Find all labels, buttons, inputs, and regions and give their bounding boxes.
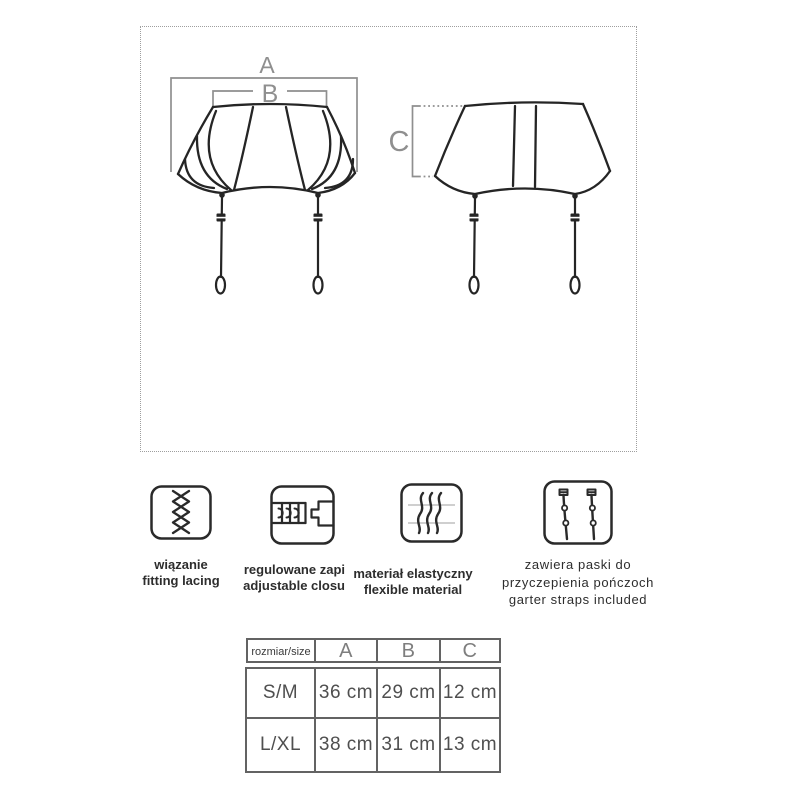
back-hem <box>435 171 610 194</box>
row-sm-a: 36 cm <box>316 669 378 719</box>
lacing-icon <box>150 485 212 540</box>
feature-label-line: regulowane zapi <box>243 562 345 577</box>
feature-label-flexible <box>343 566 483 598</box>
front-seam-right <box>286 107 305 190</box>
garter-straps-icon <box>543 480 613 545</box>
front-fan-right-1 <box>308 111 330 190</box>
measure-brackets <box>171 78 465 177</box>
front-fan-left-1 <box>209 111 231 190</box>
row-lxl-b: 31 cm <box>378 719 441 771</box>
row-sm-size: S/M <box>247 669 316 719</box>
front-adjuster-left-slit <box>217 217 226 219</box>
feature-label-line: materiał elastyczny <box>353 566 473 581</box>
row-lxl-a: 38 cm <box>316 719 378 771</box>
back-right-edge <box>583 104 610 171</box>
back-attach-dot-right <box>572 193 578 199</box>
back-attach-dot-left <box>472 193 478 199</box>
front-strap-hardware <box>217 192 323 221</box>
front-seam-left <box>234 107 253 190</box>
measure-c-label: C <box>388 126 410 158</box>
back-clip-loop-right <box>571 277 580 294</box>
header-cell-a: A <box>316 640 378 663</box>
back-clip-loop-left <box>470 277 479 294</box>
feature-label-line: adjustable closu <box>243 578 345 593</box>
front-attach-dot-left <box>219 192 225 198</box>
front-strap-left <box>221 197 222 277</box>
back-center-seam-right <box>535 106 536 187</box>
size-table-body <box>245 667 501 773</box>
size-table-header <box>246 638 501 663</box>
back-strap-left <box>474 198 475 277</box>
front-hem <box>178 173 355 193</box>
size-diagram <box>140 26 637 452</box>
front-fan-right-3 <box>325 159 353 188</box>
measure-a-label: A <box>259 52 275 78</box>
header-cell-size: rozmiar/size <box>248 640 316 663</box>
row-sm-b: 29 cm <box>378 669 441 719</box>
front-clip-loop-right <box>314 277 323 294</box>
feature-label-line: wiązanie <box>154 557 208 572</box>
feature-label-closure <box>215 562 345 594</box>
header-cell-c: C <box>462 640 478 662</box>
back-view-drawing <box>435 102 610 293</box>
front-clip-loop-left <box>216 277 225 294</box>
back-top-edge <box>465 102 583 106</box>
feature-label-line: fitting lacing <box>142 573 220 588</box>
row-lxl-c: 13 cm <box>442 734 498 755</box>
row-lxl-size: L/XL <box>247 719 316 771</box>
measure-c-bracket <box>413 106 420 177</box>
feature-label-line: przyczepienia pończoch <box>502 574 654 590</box>
adjustable-closure-icon <box>270 485 335 545</box>
back-left-edge <box>435 106 465 176</box>
flexible-material-icon <box>400 483 463 543</box>
back-adjuster-left-slit <box>470 217 479 219</box>
feature-label-line: garter straps included <box>508 592 648 607</box>
back-adjuster-right-slit <box>571 217 580 219</box>
front-view-drawing <box>178 104 355 294</box>
row-sm-c: 12 cm <box>441 669 499 719</box>
front-adjuster-right-slit <box>314 217 323 219</box>
back-center-seam-left <box>513 106 515 186</box>
feature-label-garter-straps <box>493 556 663 609</box>
header-cell-b: B <box>378 640 441 663</box>
back-strap-hardware <box>470 193 580 221</box>
measure-b-label: B <box>261 80 279 108</box>
front-attach-dot-right <box>315 192 321 198</box>
feature-label-line: zawiera paski do <box>524 557 632 572</box>
feature-label-line: flexible material <box>363 582 463 597</box>
